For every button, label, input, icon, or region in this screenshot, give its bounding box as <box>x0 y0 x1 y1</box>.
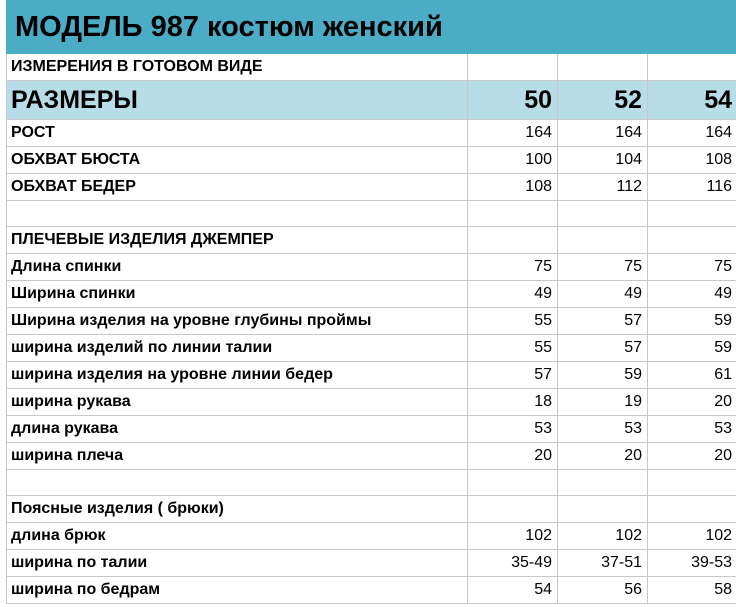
empty-cell[interactable] <box>468 54 558 81</box>
measurement-label[interactable]: ширина по бедрам <box>7 577 468 604</box>
measurement-value[interactable]: 75 <box>558 254 648 281</box>
measurement-value[interactable]: 49 <box>468 281 558 308</box>
empty-cell[interactable] <box>7 470 468 496</box>
empty-cell[interactable] <box>468 227 558 254</box>
empty-cell[interactable] <box>558 54 648 81</box>
empty-cell[interactable] <box>558 470 648 496</box>
measurement-value[interactable]: 57 <box>558 308 648 335</box>
table-row <box>7 147 736 174</box>
measurement-label[interactable]: ширина изделия на уровне линии бедер <box>7 362 468 389</box>
measurement-value[interactable]: 55 <box>468 308 558 335</box>
measurement-value[interactable]: 112 <box>558 174 648 201</box>
measurement-value[interactable]: 164 <box>558 120 648 147</box>
sheet-title[interactable]: МОДЕЛЬ 987 костюм женский <box>7 1 736 54</box>
measurement-label[interactable]: длина рукава <box>7 416 468 443</box>
table-row <box>7 281 736 308</box>
measurement-value[interactable]: 37-51 <box>558 550 648 577</box>
measurement-value[interactable]: 53 <box>648 416 736 443</box>
table-row <box>7 523 736 550</box>
measurement-value[interactable]: 53 <box>558 416 648 443</box>
measurement-label[interactable]: ОБХВАТ БЮСТА <box>7 147 468 174</box>
empty-cell[interactable] <box>468 201 558 227</box>
empty-cell[interactable] <box>648 201 736 227</box>
measurement-label[interactable]: ширина рукава <box>7 389 468 416</box>
measurement-value[interactable]: 57 <box>558 335 648 362</box>
measurement-value[interactable]: 59 <box>648 308 736 335</box>
empty-cell[interactable] <box>558 496 648 523</box>
measurement-label[interactable]: РОСТ <box>7 120 468 147</box>
section-title-row <box>7 227 736 254</box>
size-header[interactable]: 50 <box>468 81 558 120</box>
size-chart-table <box>6 0 736 604</box>
empty-cell[interactable] <box>648 470 736 496</box>
measurement-value[interactable]: 55 <box>468 335 558 362</box>
measurement-value[interactable]: 19 <box>558 389 648 416</box>
measurement-value[interactable]: 164 <box>468 120 558 147</box>
sizes-label[interactable]: РАЗМЕРЫ <box>7 81 468 120</box>
empty-cell[interactable] <box>7 201 468 227</box>
table-row <box>7 443 736 470</box>
measurement-label[interactable]: ширина плеча <box>7 443 468 470</box>
table-row <box>7 174 736 201</box>
section-title[interactable]: ПЛЕЧЕВЫЕ ИЗДЕЛИЯ ДЖЕМПЕР <box>7 227 468 254</box>
empty-cell[interactable] <box>648 54 736 81</box>
empty-cell[interactable] <box>648 496 736 523</box>
measurement-label[interactable]: Длина спинки <box>7 254 468 281</box>
measurement-value[interactable]: 108 <box>468 174 558 201</box>
measurement-label[interactable]: ширина по талии <box>7 550 468 577</box>
sizes-row <box>7 81 736 120</box>
measurement-value[interactable]: 18 <box>468 389 558 416</box>
table-row <box>7 389 736 416</box>
subtitle-cell[interactable]: ИЗМЕРЕНИЯ В ГОТОВОМ ВИДЕ <box>7 54 468 81</box>
title-row <box>7 1 736 54</box>
measurement-value[interactable]: 104 <box>558 147 648 174</box>
table-row <box>7 362 736 389</box>
section-title-row <box>7 496 736 523</box>
measurement-value[interactable]: 102 <box>468 523 558 550</box>
measurement-value[interactable]: 35-49 <box>468 550 558 577</box>
table-row <box>7 254 736 281</box>
measurement-value[interactable]: 57 <box>468 362 558 389</box>
table-row <box>7 550 736 577</box>
table-row <box>7 577 736 604</box>
measurement-label[interactable]: длина брюк <box>7 523 468 550</box>
measurement-value[interactable]: 108 <box>648 147 736 174</box>
table-row <box>7 335 736 362</box>
measurement-value[interactable]: 75 <box>468 254 558 281</box>
empty-cell[interactable] <box>468 470 558 496</box>
blank-row <box>7 201 736 227</box>
measurement-value[interactable]: 20 <box>648 389 736 416</box>
table-row <box>7 120 736 147</box>
subtitle-row <box>7 54 736 81</box>
measurement-value[interactable]: 100 <box>468 147 558 174</box>
size-header[interactable]: 52 <box>558 81 648 120</box>
empty-cell[interactable] <box>648 227 736 254</box>
measurement-value[interactable]: 39-53 <box>648 550 736 577</box>
empty-cell[interactable] <box>468 496 558 523</box>
section-title[interactable]: Поясные изделия ( брюки) <box>7 496 468 523</box>
measurement-value[interactable]: 59 <box>558 362 648 389</box>
measurement-value[interactable]: 53 <box>468 416 558 443</box>
measurement-value[interactable]: 59 <box>648 335 736 362</box>
measurement-value[interactable]: 49 <box>558 281 648 308</box>
table-row <box>7 308 736 335</box>
measurement-label[interactable]: ширина изделий по линии талии <box>7 335 468 362</box>
measurement-value[interactable]: 20 <box>648 443 736 470</box>
measurement-value[interactable]: 56 <box>558 577 648 604</box>
measurement-value[interactable]: 54 <box>468 577 558 604</box>
empty-cell[interactable] <box>558 227 648 254</box>
measurement-label[interactable]: ОБХВАТ БЕДЕР <box>7 174 468 201</box>
blank-row <box>7 470 736 496</box>
empty-cell[interactable] <box>558 201 648 227</box>
measurement-value[interactable]: 164 <box>648 120 736 147</box>
measurement-value[interactable]: 116 <box>648 174 736 201</box>
measurement-value[interactable]: 102 <box>648 523 736 550</box>
measurement-value[interactable]: 49 <box>648 281 736 308</box>
measurement-label[interactable]: Ширина изделия на уровне глубины проймы <box>7 308 468 335</box>
measurement-value[interactable]: 61 <box>648 362 736 389</box>
table-row <box>7 416 736 443</box>
measurement-value[interactable]: 20 <box>468 443 558 470</box>
measurement-value[interactable]: 58 <box>648 577 736 604</box>
measurement-value[interactable]: 102 <box>558 523 648 550</box>
measurement-value[interactable]: 20 <box>558 443 648 470</box>
measurement-value[interactable]: 75 <box>648 254 736 281</box>
size-header[interactable]: 54 <box>648 81 736 120</box>
measurement-label[interactable]: Ширина спинки <box>7 281 468 308</box>
